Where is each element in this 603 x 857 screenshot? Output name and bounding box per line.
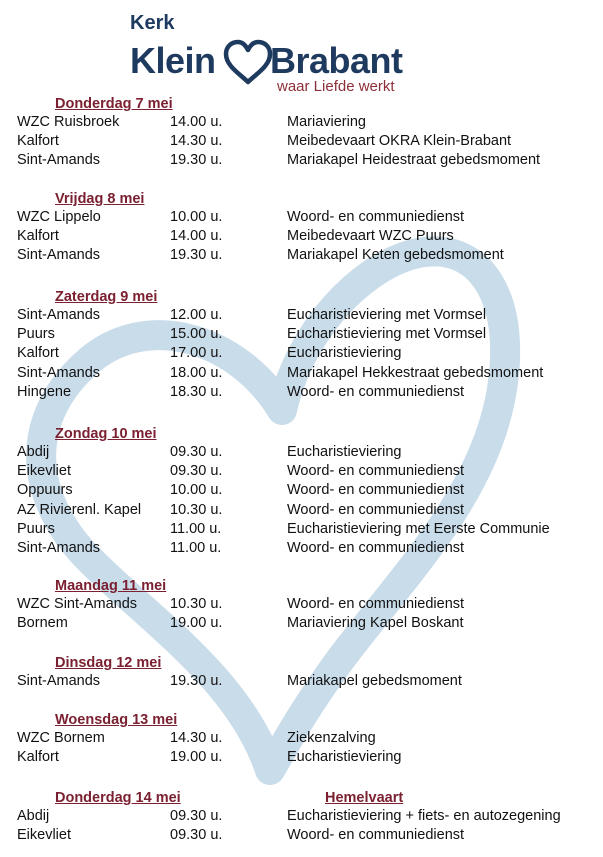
entry-desc: Meibedevaart OKRA Klein-Brabant bbox=[287, 133, 512, 150]
schedule-entry bbox=[0, 673, 603, 692]
entry-time: 19.00 u. bbox=[170, 749, 223, 766]
entry-place: Kalfort bbox=[17, 345, 59, 362]
entry-desc: Eucharistieviering bbox=[287, 444, 402, 460]
entry-place: Eikevliet bbox=[17, 827, 71, 844]
entry-desc: Woord- en communiedienst bbox=[287, 827, 465, 844]
schedule-entry bbox=[0, 152, 603, 171]
entry-place: WZC Lippelo bbox=[17, 209, 101, 225]
entry-time: 19.30 u. bbox=[170, 673, 223, 689]
entry-time: 11.00 u. bbox=[170, 520, 222, 537]
entry-desc: Woord- en communiedienst bbox=[287, 383, 465, 400]
entry-time: 14.30 u. bbox=[170, 133, 223, 150]
entry-desc: Woord- en communiedienst bbox=[287, 596, 465, 612]
entry-place: Sint-Amands bbox=[17, 364, 101, 381]
schedule-entry bbox=[0, 209, 603, 228]
entry-desc: Eucharistieviering met Vormsel bbox=[287, 307, 487, 323]
entry-place: Sint-Amands bbox=[17, 152, 101, 169]
entry-time: 11.00 u. bbox=[170, 540, 222, 556]
entry-time: 18.30 u. bbox=[170, 383, 223, 400]
schedule-entry bbox=[0, 615, 603, 634]
day-heading: Woensdag 13 mei bbox=[55, 712, 178, 728]
day-heading: Zondag 10 mei bbox=[55, 426, 157, 442]
entry-place: Bornem bbox=[17, 615, 68, 632]
schedule-entry bbox=[0, 365, 603, 384]
entry-time: 12.00 u. bbox=[170, 307, 223, 323]
entry-time: 19.30 u. bbox=[170, 152, 223, 169]
entry-place: Oppuurs bbox=[17, 482, 73, 499]
entry-place: Eikevliet bbox=[17, 463, 71, 480]
entry-desc: Mariakapel Hekkestraat gebedsmoment bbox=[287, 364, 544, 381]
entry-desc: Mariakapel gebedsmoment bbox=[287, 673, 462, 689]
schedule-entry bbox=[0, 749, 603, 768]
entry-desc: Mariaviering Kapel Boskant bbox=[287, 615, 464, 632]
entry-time: 09.30 u. bbox=[170, 444, 223, 460]
schedule-entry bbox=[0, 463, 603, 482]
entry-desc: Woord- en communiedienst bbox=[287, 463, 465, 480]
entry-place: Sint-Amands bbox=[17, 307, 101, 323]
entry-time: 14.30 u. bbox=[170, 730, 223, 746]
entry-desc: Eucharistieviering bbox=[287, 345, 402, 362]
schedule-entry bbox=[0, 596, 603, 615]
entry-desc: Eucharistieviering bbox=[287, 749, 402, 766]
schedule-entry bbox=[0, 521, 603, 540]
entry-time: 14.00 u. bbox=[170, 228, 223, 245]
entry-time: 10.00 u. bbox=[170, 209, 223, 225]
entry-desc: Eucharistieviering met Eerste Communie bbox=[287, 520, 550, 537]
entry-time: 09.30 u. bbox=[170, 827, 223, 844]
schedule-entry bbox=[0, 540, 603, 559]
entry-desc: Mariaviering bbox=[287, 114, 366, 130]
entry-place: WZC Bornem bbox=[17, 730, 105, 746]
entry-place: Puurs bbox=[17, 520, 55, 537]
entry-place: Kalfort bbox=[17, 749, 59, 766]
schedule-entry bbox=[0, 114, 603, 133]
entry-desc: Eucharistieviering + fiets- en autozegening bbox=[287, 808, 561, 824]
entry-place: Abdij bbox=[17, 444, 50, 460]
entry-place: WZC Sint-Amands bbox=[17, 596, 138, 612]
schedule-entry bbox=[0, 827, 603, 846]
day-heading: Donderdag 7 mei bbox=[55, 96, 173, 112]
entry-time: 10.30 u. bbox=[170, 501, 223, 518]
entry-desc: Woord- en communiedienst bbox=[287, 209, 465, 225]
schedule-entry bbox=[0, 228, 603, 247]
day-heading: Donderdag 14 mei bbox=[55, 790, 181, 806]
entry-time: 10.30 u. bbox=[170, 596, 223, 612]
entry-time: 10.00 u. bbox=[170, 482, 223, 499]
day-note: Hemelvaart bbox=[325, 790, 404, 806]
entry-desc: Mariakapel Keten gebedsmoment bbox=[287, 247, 504, 264]
schedule-entry bbox=[0, 808, 603, 827]
entry-place: AZ Rivierenl. Kapel bbox=[17, 501, 142, 518]
entry-time: 09.30 u. bbox=[170, 808, 223, 824]
entry-place: Puurs bbox=[17, 326, 55, 343]
logo-brabant-text: Brabant bbox=[270, 40, 403, 81]
entry-time: 17.00 u. bbox=[170, 345, 223, 362]
day-heading: Zaterdag 9 mei bbox=[55, 289, 158, 305]
entry-time: 14.00 u. bbox=[170, 114, 223, 130]
entry-place: Kalfort bbox=[17, 133, 59, 150]
entry-time: 18.00 u. bbox=[170, 364, 223, 381]
day-heading: Maandag 11 mei bbox=[55, 578, 167, 594]
entry-desc: Meibedevaart WZC Puurs bbox=[287, 228, 454, 245]
entry-time: 15.00 u. bbox=[170, 326, 223, 343]
entry-desc: Woord- en communiedienst bbox=[287, 540, 465, 556]
logo-kerk-text: Kerk bbox=[130, 12, 175, 34]
schedule-entry bbox=[0, 384, 603, 403]
entry-time: 19.30 u. bbox=[170, 247, 223, 264]
entry-time: 09.30 u. bbox=[170, 463, 223, 480]
entry-desc: Woord- en communiedienst bbox=[287, 501, 465, 518]
schedule-entry bbox=[0, 444, 603, 463]
schedule-entry bbox=[0, 730, 603, 749]
schedule-entry bbox=[0, 345, 603, 364]
entry-place: Hingene bbox=[17, 383, 72, 400]
entry-desc: Ziekenzalving bbox=[287, 730, 376, 746]
logo-klein-text: Klein bbox=[130, 40, 216, 81]
day-heading: Vrijdag 8 mei bbox=[55, 191, 145, 207]
entry-place: Kalfort bbox=[17, 228, 59, 245]
schedule-entry bbox=[0, 133, 603, 152]
schedule-entry bbox=[0, 307, 603, 326]
schedule-entry bbox=[0, 502, 603, 521]
entry-desc: Eucharistieviering met Vormsel bbox=[287, 326, 487, 343]
entry-desc: Mariakapel Heidestraat gebedsmoment bbox=[287, 152, 541, 169]
entry-place: Sint-Amands bbox=[17, 673, 101, 689]
day-heading: Dinsdag 12 mei bbox=[55, 655, 162, 671]
schedule-entry bbox=[0, 326, 603, 345]
logo-tagline: waar Liefde werkt bbox=[277, 78, 395, 95]
entry-place: WZC Ruisbroek bbox=[17, 114, 120, 130]
entry-place: Abdij bbox=[17, 808, 50, 824]
schedule-entry bbox=[0, 247, 603, 266]
entry-place: Sint-Amands bbox=[17, 247, 101, 264]
heart-icon bbox=[222, 38, 274, 86]
entry-place: Sint-Amands bbox=[17, 540, 101, 556]
entry-desc: Woord- en communiedienst bbox=[287, 482, 465, 499]
entry-time: 19.00 u. bbox=[170, 615, 223, 632]
schedule-entry bbox=[0, 482, 603, 501]
